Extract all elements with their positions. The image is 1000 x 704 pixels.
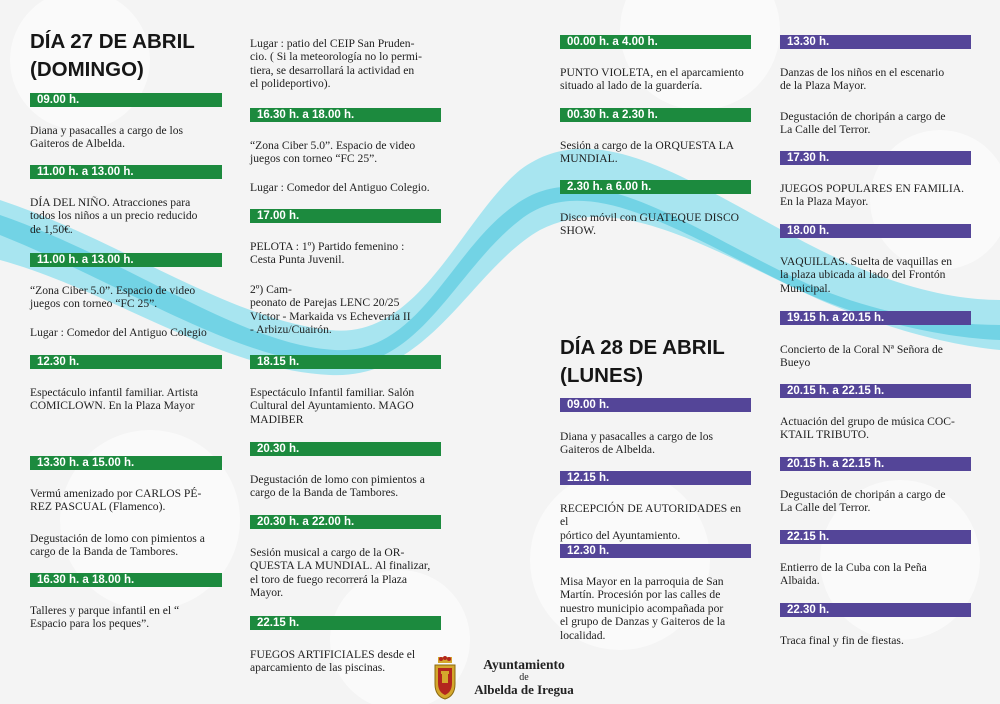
event-location: Lugar : patio del CEIP San Pruden- cio. ( Si la meteorología no lo permi- tiera, se desarrollará la actividad en el polideportivo).	[250, 37, 422, 91]
logo-line-2: de	[519, 672, 529, 683]
event-text: Entierro de la Cuba con la Peña Albaida.	[780, 561, 927, 588]
event-text: Diana y pasacalles a cargo de los Gaiteros de Albelda.	[560, 430, 714, 457]
event-text: 2º) Cam- peonato de Parejas LENC 20/25 Víctor - Markaida vs Echeverría II - Arbizu/Cuairón.	[250, 283, 411, 337]
event-text: Degustación de lomo con pimientos a cargo de la Banda de Tambores.	[30, 532, 205, 559]
event-text: JUEGOS POPULARES EN FAMILIA. En la Plaza Mayor.	[780, 182, 965, 209]
time-bar: 12.30 h.	[30, 355, 222, 369]
time-bar: 17.30 h.	[780, 151, 971, 165]
time-bar: 11.00 h. a 13.00 h.	[30, 165, 222, 179]
event-text: “Zona Ciber 5.0”. Espacio de video juegos con torneo “FC 25”.	[250, 139, 416, 166]
time-bar: 18.15 h.	[250, 355, 441, 369]
time-bar: 22.30 h.	[780, 603, 971, 617]
event-location: Lugar : Comedor del Antiguo Colegio	[30, 326, 207, 339]
time-bar: 13.30 h.	[780, 35, 971, 49]
event-text: Espectáculo Infantil familiar. Salón Cultural del Ayuntamiento. MAGO MADIBER	[250, 386, 415, 426]
time-bar: 22.15 h.	[250, 616, 441, 630]
event-text: Danzas de los niños en el escenario de la Plaza Mayor.	[780, 66, 945, 93]
event-text: Disco móvil con GUATEQUE DISCO SHOW.	[560, 211, 740, 238]
event-text: PUNTO VIOLETA, en el aparcamiento situado al lado de la guardería.	[560, 66, 744, 93]
event-text: Concierto de la Coral Nª Señora de Bueyo	[780, 343, 943, 370]
time-bar: 20.15 h. a 22.15 h.	[780, 384, 971, 398]
event-text: VAQUILLAS. Suelta de vaquillas en la plaza ubicada al lado del Frontón Municipal.	[780, 255, 953, 295]
time-bar: 20.15 h. a 22.15 h.	[780, 457, 971, 471]
event-text: FUEGOS ARTIFICIALES desde el aparcamiento de las piscinas.	[250, 648, 416, 675]
municipality-logo	[432, 656, 582, 700]
event-text: Diana y pasacalles a cargo de los Gaiteros de Albelda.	[30, 124, 184, 151]
day-title: DÍA 28 DE ABRIL	[560, 336, 725, 359]
event-text: “Zona Ciber 5.0”. Espacio de video juegos con torneo “FC 25”.	[30, 284, 196, 311]
event-text: Misa Mayor en la parroquia de San Martín. Procesión por las calles de nuestro municipio acompañada por el grupo de Danzas y Gaiteros de la localidad.	[560, 575, 726, 642]
coat-of-arms-icon	[432, 656, 458, 700]
time-bar: 20.30 h.	[250, 442, 441, 456]
event-text: DÍA DEL NIÑO. Atracciones para todos los niños a un precio reducido de 1,50€.	[30, 196, 198, 236]
time-bar: 00.00 h. a 4.00 h.	[560, 35, 751, 49]
day-subtitle: (LUNES)	[560, 364, 644, 387]
event-location: Lugar : Comedor del Antiguo Colegio.	[250, 181, 430, 194]
time-bar: 20.30 h. a 22.00 h.	[250, 515, 441, 529]
event-text: Degustación de lomo con pimientos a cargo de la Banda de Tambores.	[250, 473, 425, 500]
event-text: Actuación del grupo de música COC- KTAIL TRIBUTO.	[780, 415, 955, 442]
logo-line-3: Albelda de Iregua	[474, 682, 574, 697]
event-text: Traca final y fin de fiestas.	[780, 634, 904, 647]
time-bar: 16.30 h. a 18.00 h.	[250, 108, 441, 122]
time-bar: 2.30 h. a 6.00 h.	[560, 180, 751, 194]
time-bar: 16.30 h. a 18.00 h.	[30, 573, 222, 587]
time-bar: 09.00 h.	[30, 93, 222, 107]
event-text: Talleres y parque infantil en el “ Espacio para los peques”.	[30, 604, 180, 631]
event-text: RECEPCIÓN DE AUTORIDADES en el pórtico del Ayuntamiento.	[560, 502, 742, 542]
time-bar: 22.15 h.	[780, 530, 971, 544]
time-bar: 13.30 h. a 15.00 h.	[30, 456, 222, 470]
day-subtitle: (DOMINGO)	[30, 58, 144, 81]
event-text: Degustación de choripán a cargo de La Calle del Terror.	[780, 110, 946, 137]
time-bar: 18.00 h.	[780, 224, 971, 238]
event-text: Espectáculo infantil familiar. Artista COMICLOWN. En la Plaza Mayor	[30, 386, 199, 413]
time-bar: 00.30 h. a 2.30 h.	[560, 108, 751, 122]
event-text: PELOTA : 1º) Partido femenino : Cesta Punta Juvenil.	[250, 240, 405, 267]
time-bar: 12.15 h.	[560, 471, 751, 485]
day-title: DÍA 27 DE ABRIL	[30, 30, 195, 53]
event-text: Sesión a cargo de la ORQUESTA LA MUNDIAL.	[560, 139, 735, 166]
time-bar: 09.00 h.	[560, 398, 751, 412]
event-text: Sesión musical a cargo de la OR- QUESTA LA MUNDIAL. Al finalizar, el toro de fuego recorrerá la Plaza Mayor.	[250, 546, 431, 600]
event-text: Degustación de choripán a cargo de La Calle del Terror.	[780, 488, 946, 515]
event-text: Vermú amenizado por CARLOS PÉ- REZ PASCUAL (Flamenco).	[30, 487, 202, 514]
time-bar: 12.30 h.	[560, 544, 751, 558]
time-bar: 11.00 h. a 13.00 h.	[30, 253, 222, 267]
time-bar: 19.15 h. a 20.15 h.	[780, 311, 971, 325]
time-bar: 17.00 h.	[250, 209, 441, 223]
logo-line-1: Ayuntamiento	[483, 657, 565, 672]
